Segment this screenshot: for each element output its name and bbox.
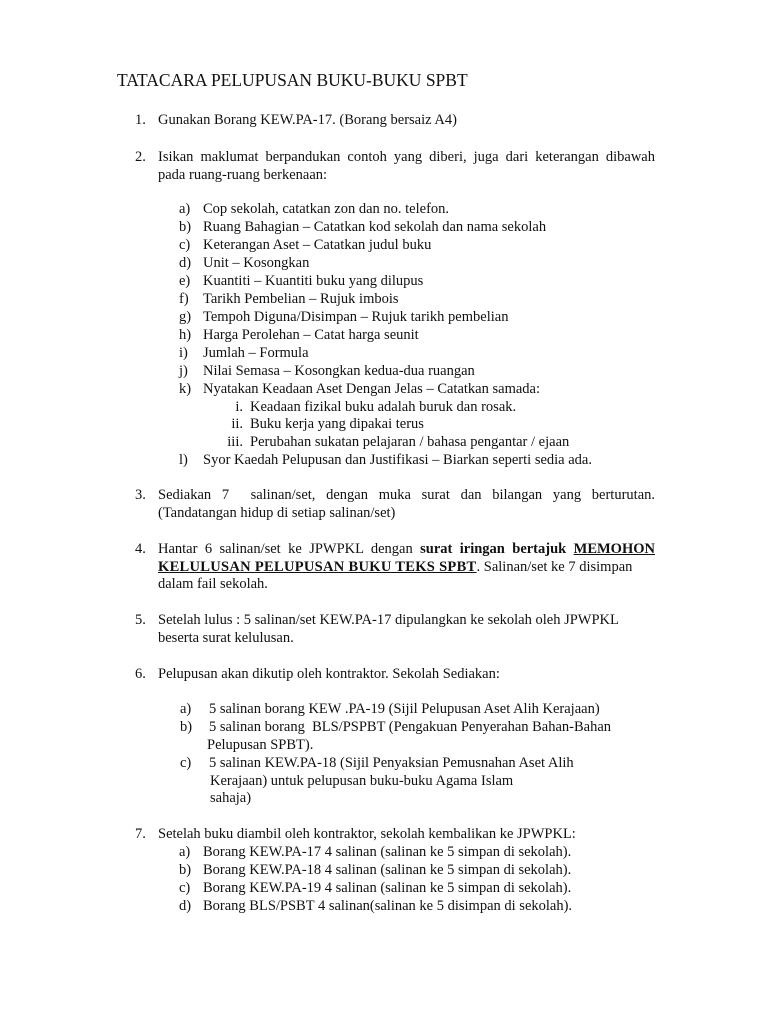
sub-text: Cop sekolah, catatkan zon dan no. telefon. — [203, 201, 450, 217]
sub-text: Borang KEW.PA-18 4 salinan (salinan ke 5 simpan di sekolah). — [203, 862, 572, 878]
item-text-line: (Tandatangan hidup di setiap salinan/set) — [158, 504, 396, 521]
roman-label: i. — [235, 399, 243, 415]
sub-label: c) — [179, 880, 191, 896]
item-text-line: Isikan maklumat berpandukan contoh yang diberi, juga dari keterangan dibawah — [158, 149, 655, 165]
item-number: 1. — [135, 112, 146, 128]
sub-label: g) — [179, 309, 192, 325]
sub-text: 5 salinan borang BLS/PSPBT (Pengakuan Penyerahan Bahan-Bahan — [209, 719, 612, 735]
item-number: 5. — [135, 612, 146, 628]
sub-text: 5 salinan KEW.PA-18 (Sijil Penyaksian Pemusnahan Aset Alih — [209, 755, 574, 771]
list-item-7 — [135, 826, 655, 844]
item-text: Gunakan Borang KEW.PA-17. (Borang bersaiz A4) — [158, 112, 457, 128]
item-number: 2. — [135, 149, 146, 165]
sub-item-a — [179, 201, 659, 219]
sub-text: Ruang Bahagian – Catatkan kod sekolah dan nama sekolah — [203, 219, 547, 235]
sub-item-6a — [180, 701, 660, 719]
sub-label: c) — [180, 755, 192, 771]
item-text-segment: . Salinan/set ke 7 disimpan — [476, 558, 633, 575]
sub-item-6c — [180, 755, 660, 808]
sub-text-continued: Pelupusan SPBT). — [207, 736, 314, 753]
item-text-line: Sediakan 7 salinan/set, dengan muka surat dan bilangan yang berturutan. — [158, 487, 655, 503]
sub-label: e) — [179, 273, 191, 289]
roman-text: Keadaan fizikal buku adalah buruk dan rosak. — [250, 399, 517, 415]
sub-text: 5 salinan borang KEW .PA-19 (Sijil Pelupusan Aset Alih Kerajaan) — [209, 701, 600, 717]
sub-item-b — [179, 219, 659, 237]
item-text-segment: Hantar 6 salinan/set ke JPWPKL dengan — [158, 541, 421, 557]
item-text-line — [158, 559, 655, 577]
sub-label: d) — [179, 898, 192, 914]
sub-label: b) — [179, 862, 192, 878]
list-item-1 — [135, 112, 655, 130]
sub-item-l — [179, 452, 659, 470]
list-item-4 — [135, 541, 655, 594]
roman-label: iii. — [227, 434, 243, 450]
sub-item-7b — [179, 862, 659, 880]
item-text-line: pada ruang-ruang berkenaan: — [158, 166, 328, 183]
sub-text-continued: Kerajaan) untuk pelupusan buku-buku Agama Islam — [210, 772, 514, 789]
sub-item-d — [179, 255, 659, 273]
item-text-bold-underline: KELULUSAN PELUPUSAN BUKU TEKS SPBT — [158, 558, 477, 575]
sub-item-c — [179, 237, 659, 255]
sub-text: Jumlah – Formula — [203, 345, 309, 361]
item-text-line: beserta surat kelulusan. — [158, 629, 294, 646]
item-number: 7. — [135, 826, 146, 842]
sub-text: Borang BLS/PSBT 4 salinan(salinan ke 5 disimpan di sekolah). — [203, 898, 573, 914]
sub-label: k) — [179, 381, 192, 397]
item-number: 4. — [135, 541, 146, 557]
sub-item-7c — [179, 880, 659, 898]
sub-text: Borang KEW.PA-17 4 salinan (salinan ke 5 simpan di sekolah). — [203, 844, 572, 860]
roman-item-iii — [210, 434, 650, 452]
sub-text: Tarikh Pembelian – Rujuk imbois — [203, 291, 399, 307]
sub-label: h) — [179, 327, 192, 343]
list-item-2 — [135, 149, 655, 184]
sub-text: Keterangan Aset – Catatkan judul buku — [203, 237, 432, 253]
roman-text: Buku kerja yang dipakai terus — [250, 416, 424, 432]
sub-text-continued: sahaja) — [210, 790, 252, 806]
item-number: 3. — [135, 487, 146, 503]
item-text-bold: surat iringan bertajuk — [420, 541, 567, 557]
list-item-3 — [135, 487, 655, 522]
sub-item-7d — [179, 898, 659, 916]
sub-label: i) — [179, 345, 188, 361]
sub-text: Nyatakan Keadaan Aset Dengan Jelas – Catatkan samada: — [203, 381, 540, 397]
roman-item-ii — [210, 416, 650, 434]
sub-item-j — [179, 363, 659, 381]
roman-label: ii. — [231, 416, 243, 432]
sub-text: Unit – Kosongkan — [203, 255, 310, 271]
item-text-bold-underline: MEMOHON — [573, 541, 655, 557]
page-title: TATACARA PELUPUSAN BUKU-BUKU SPBT — [117, 70, 468, 90]
sub-item-g — [179, 309, 659, 327]
list-item-6 — [135, 666, 655, 684]
item-number: 6. — [135, 666, 146, 682]
roman-item-i — [210, 399, 650, 417]
item-text-line: Setelah lulus : 5 salinan/set KEW.PA-17 dipulangkan ke sekolah oleh JPWPKL — [158, 612, 619, 628]
sub-text: Nilai Semasa – Kosongkan kedua-dua ruangan — [203, 363, 475, 379]
item-text: Setelah buku diambil oleh kontraktor, sekolah kembalikan ke JPWPKL: — [158, 826, 576, 842]
sub-item-i — [179, 345, 659, 363]
sub-label: c) — [179, 237, 191, 253]
sub-label: a) — [179, 201, 191, 217]
sub-item-k — [179, 381, 659, 399]
sub-label: a) — [179, 844, 191, 860]
sub-item-h — [179, 327, 659, 345]
sub-text: Syor Kaedah Pelupusan dan Justifikasi – Biarkan seperti sedia ada. — [203, 452, 592, 468]
sub-label: a) — [180, 701, 192, 717]
list-item-5 — [135, 612, 655, 647]
sub-item-e — [179, 273, 659, 291]
sub-item-7a — [179, 844, 659, 862]
sub-label: b) — [179, 219, 192, 235]
item-text-line — [158, 541, 655, 559]
sub-label: b) — [180, 719, 193, 735]
roman-text: Perubahan sukatan pelajaran / bahasa pengantar / ejaan — [250, 434, 570, 450]
sub-label: j) — [179, 363, 188, 379]
sub-text: Harga Perolehan – Catat harga seunit — [203, 327, 419, 343]
sub-label: f) — [179, 291, 189, 307]
sub-text: Borang KEW.PA-19 4 salinan (salinan ke 5 simpan di sekolah). — [203, 880, 572, 896]
sub-label: l) — [179, 452, 188, 468]
item-text-line: dalam fail sekolah. — [158, 576, 268, 592]
sub-item-6b — [180, 719, 660, 754]
sub-item-f — [179, 291, 659, 309]
sub-text: Tempoh Diguna/Disimpan – Rujuk tarikh pembelian — [203, 309, 509, 325]
sub-text: Kuantiti – Kuantiti buku yang dilupus — [203, 273, 424, 289]
item-text: Pelupusan akan dikutip oleh kontraktor. Sekolah Sediakan: — [158, 666, 500, 682]
sub-label: d) — [179, 255, 192, 271]
item-text-space — [566, 541, 573, 557]
